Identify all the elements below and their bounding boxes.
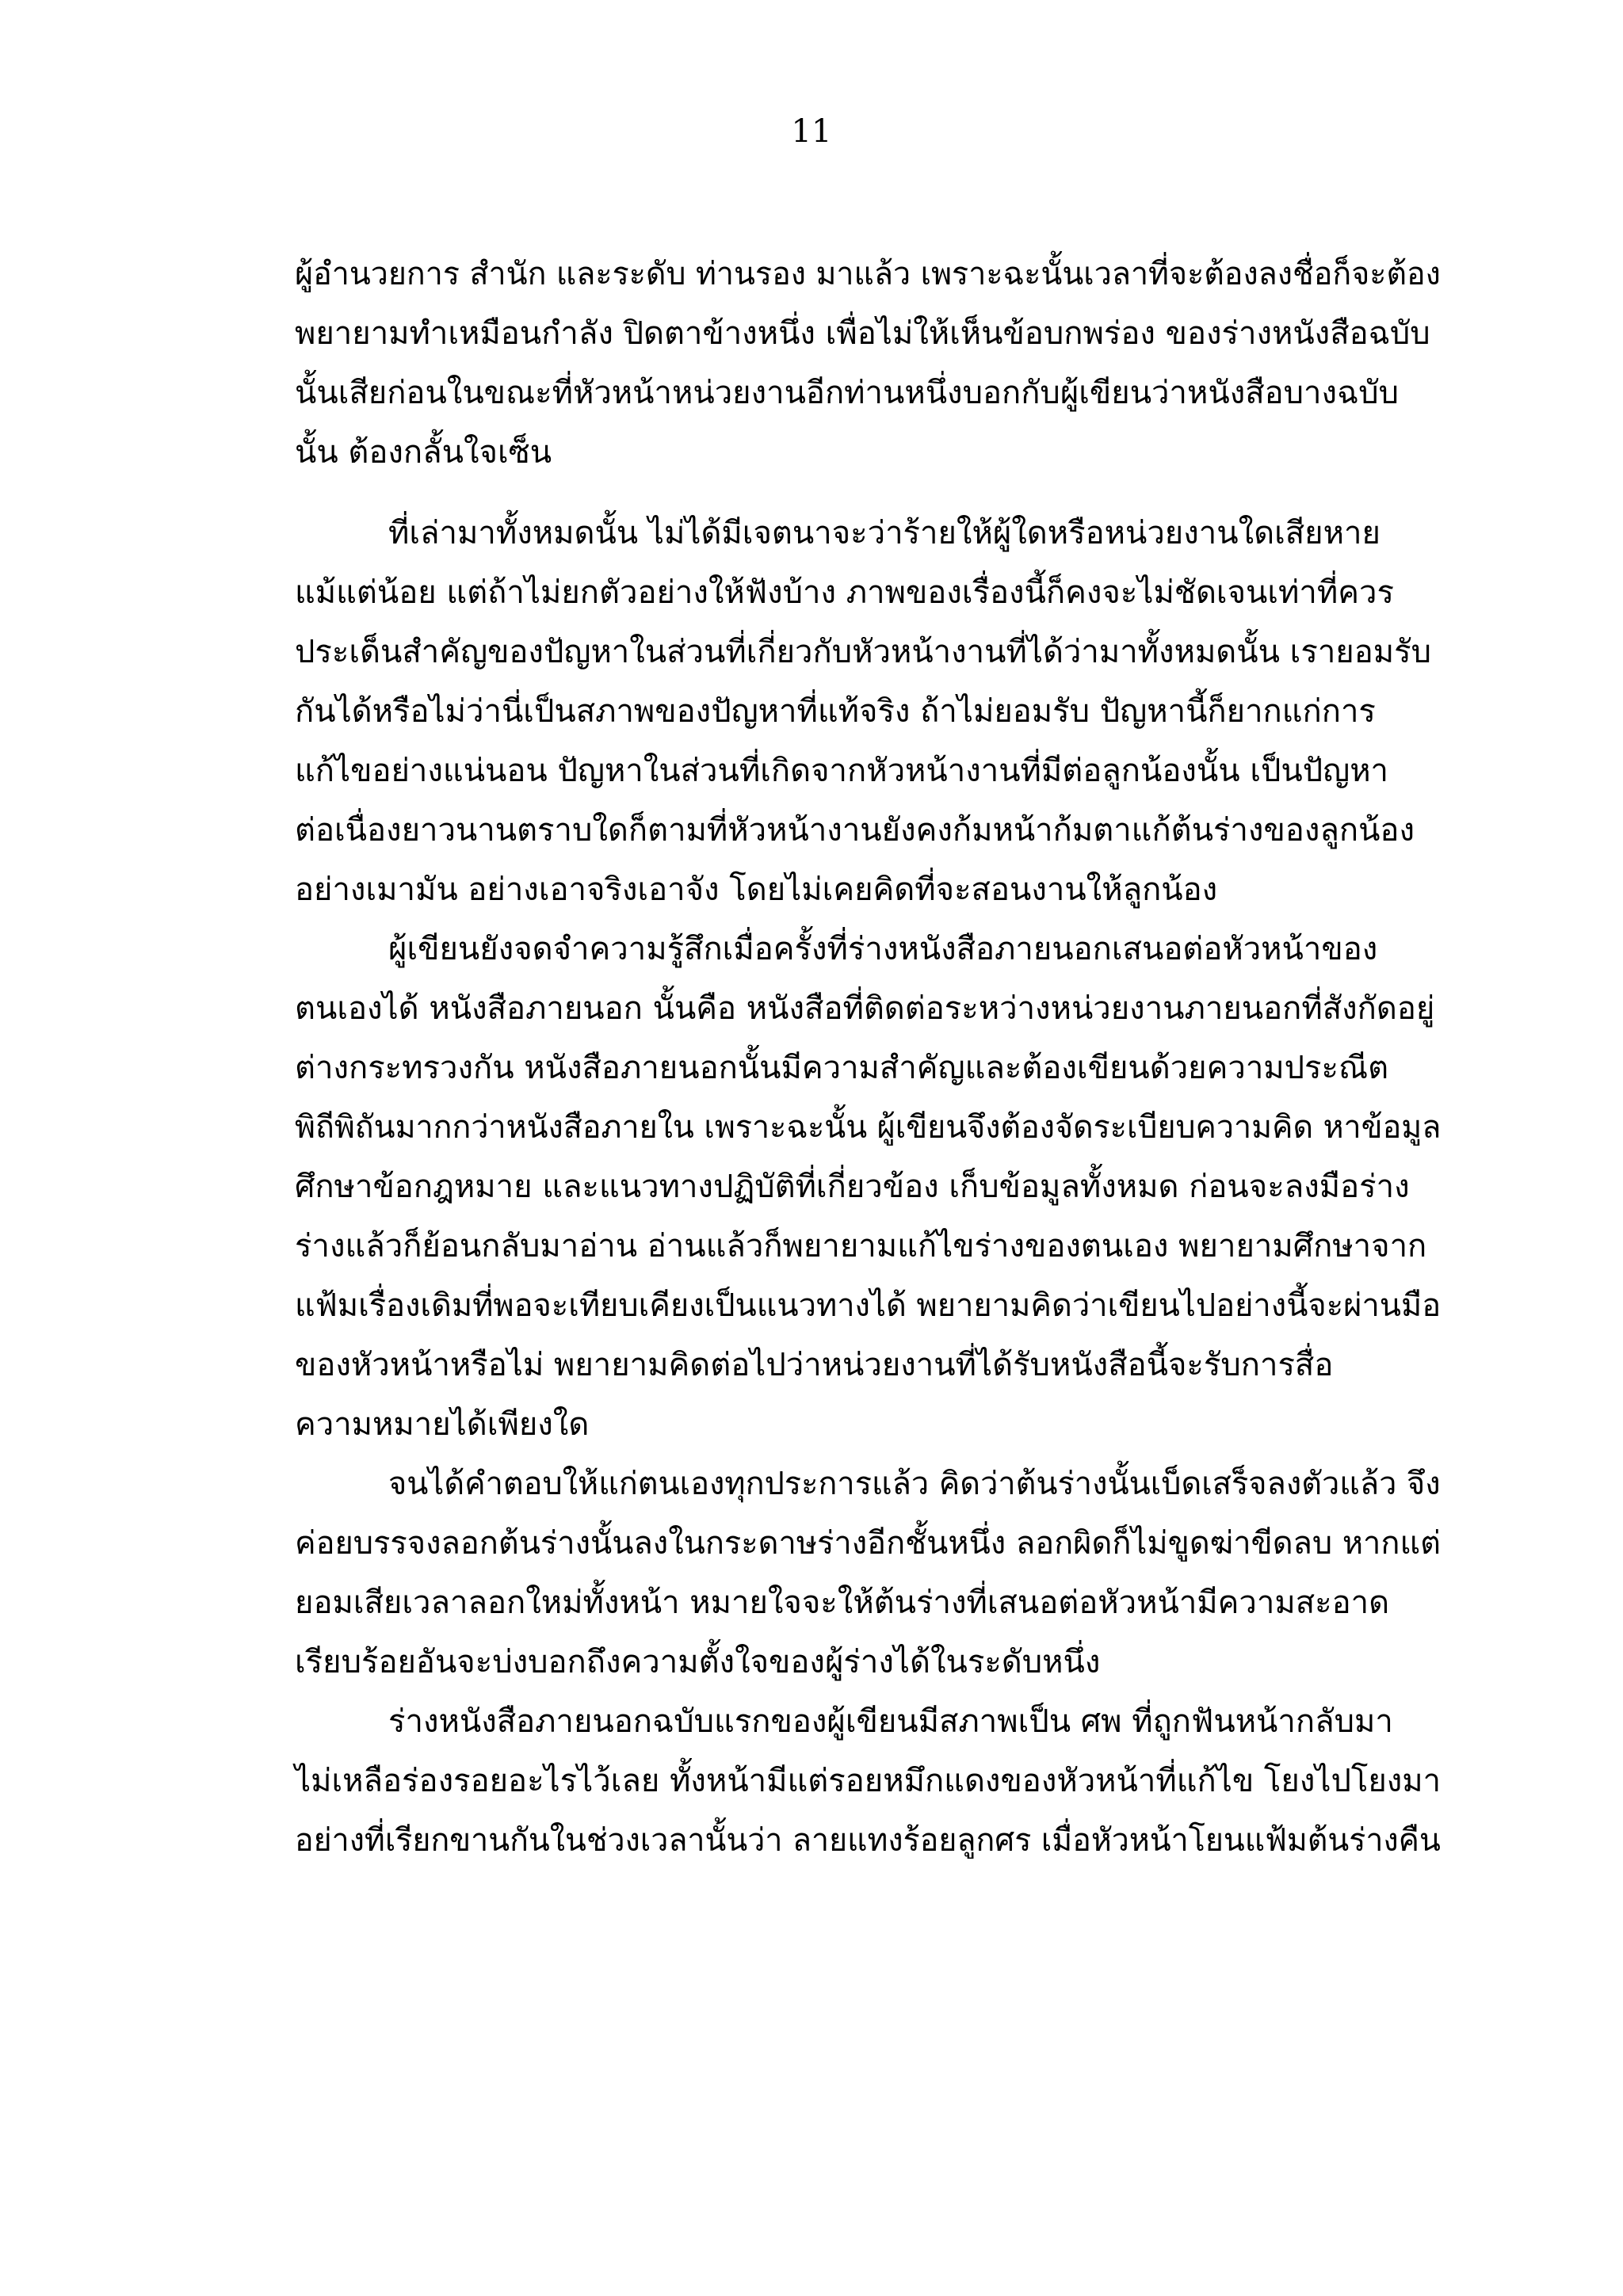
paragraph-start-line: จนได้คำตอบให้แก่ตนเองทุกประการแล้ว คิดว่าต้นร่างนั้นเบ็ดเสร็จลงตัวแล้ว จึง <box>388 1466 1441 1502</box>
text-line: ความหมายได้เพียงใด <box>295 1406 590 1443</box>
text-line: พิถีพิถันมากกว่าหนังสือภายใน เพราะฉะนั้น ผู้เขียนจึงต้องจัดระเบียบความคิด หาข้อมูล <box>295 1109 1442 1146</box>
text-line: ยอมเสียเวลาลอกใหม่ทั้งหน้า หมายใจจะให้ต้นร่างที่เสนอต่อหัวหน้ามีความสะอาด <box>295 1585 1390 1621</box>
text-line: ร่างแล้วก็ย้อนกลับมาอ่าน อ่านแล้วก็พยายามแก้ไขร่างของตนเอง พยายามศึกษาจาก <box>295 1228 1427 1264</box>
text-line: ตนเองได้ หนังสือภายนอก นั้นคือ หนังสือที่ติดต่อระหว่างหน่วยงานภายนอกที่สังกัดอยู่ <box>295 990 1435 1027</box>
text-line: ผู้อำนวยการ สำนัก และระดับ ท่านรอง มาแล้ว เพราะฉะนั้นเวลาที่จะต้องลงชื่อก็จะต้อง <box>295 256 1441 292</box>
paragraph-start-line: ผู้เขียนยังจดจำความรู้สึกเมื่อครั้งที่ร่างหนังสือภายนอกเสนอต่อหัวหน้าของ <box>388 931 1378 967</box>
text-line: อย่างเมามัน อย่างเอาจริงเอาจัง โดยไม่เคยคิดที่จะสอนงานให้ลูกน้อง <box>295 871 1218 908</box>
text-line: แฟ้มเรื่องเดิมที่พอจะเทียบเคียงเป็นแนวทางได้ พยายามคิดว่าเขียนไปอย่างนี้จะผ่านมือ <box>295 1287 1442 1324</box>
text-line: ของหัวหน้าหรือไม่ พยายามคิดต่อไปว่าหน่วยงานที่ได้รับหนังสือนี้จะรับการสื่อ <box>295 1347 1334 1383</box>
text-line: พยายามทำเหมือนกำลัง ปิดตาข้างหนึ่ง เพื่อไม่ให้เห็นข้อบกพร่อง ของร่างหนังสือฉบับ <box>295 315 1430 352</box>
page-number: 11 <box>791 113 832 150</box>
paragraph-start-line: ร่างหนังสือภายนอกฉบับแรกของผู้เขียนมีสภาพเป็น ศพ ที่ถูกฟันหน้ากลับมา <box>388 1703 1393 1740</box>
text-line: ต่อเนื่องยาวนานตราบใดก็ตามที่หัวหน้างานยังคงก้มหน้าก้มตาแก้ต้นร่างของลูกน้อง <box>295 812 1415 849</box>
text-line: กันได้หรือไม่ว่านี่เป็นสภาพของปัญหาที่แท้จริง ถ้าไม่ยอมรับ ปัญหานี้ก็ยากแก่การ <box>295 693 1376 730</box>
text-line: นั้น ต้องกลั้นใจเซ็น <box>295 434 552 471</box>
text-line: แก้ไขอย่างแน่นอน ปัญหาในส่วนที่เกิดจากหัวหน้างานที่มีต่อลูกน้องนั้น เป็นปัญหา <box>295 753 1389 789</box>
text-line: ต่างกระทรวงกัน หนังสือภายนอกนั้นมีความสำคัญและต้องเขียนด้วยความประณีต <box>295 1050 1389 1086</box>
text-line: ไม่เหลือร่องรอยอะไรไว้เลย ทั้งหน้ามีแต่รอยหมึกแดงของหัวหน้าที่แก้ไข โยงไปโยงมา <box>295 1763 1442 1799</box>
text-line: เรียบร้อยอันจะบ่งบอกถึงความตั้งใจของผู้ร่างได้ในระดับหนึ่ง <box>295 1644 1101 1680</box>
text-line: อย่างที่เรียกขานกันในช่วงเวลานั้นว่า ลายแทงร้อยลูกศร เมื่อหัวหน้าโยนแฟ้มต้นร่างคืน <box>295 1822 1441 1859</box>
text-line: ประเด็นสำคัญของปัญหาในส่วนที่เกี่ยวกับหัวหน้างานที่ได้ว่ามาทั้งหมดนั้น เรายอมรับ <box>295 634 1432 670</box>
text-line: ค่อยบรรจงลอกต้นร่างนั้นลงในกระดาษร่างอีกชั้นหนึ่ง ลอกผิดก็ไม่ขูดฆ่าขีดลบ หากแต่ <box>295 1525 1441 1562</box>
paragraph-start-line: ที่เล่ามาทั้งหมดนั้น ไม่ได้มีเจตนาจะว่าร้ายให้ผู้ใดหรือหน่วยงานใดเสียหาย <box>388 515 1381 551</box>
text-line: นั้นเสียก่อนในขณะที่หัวหน้าหน่วยงานอีกท่านหนึ่งบอกกับผู้เขียนว่าหนังสือบางฉบับ <box>295 375 1400 411</box>
text-line: ศึกษาข้อกฎหมาย และแนวทางปฏิบัติที่เกี่ยวข้อง เก็บข้อมูลทั้งหมด ก่อนจะลงมือร่าง <box>295 1169 1410 1205</box>
text-line: แม้แต่น้อย แต่ถ้าไม่ยกตัวอย่างให้ฟังบ้าง ภาพของเรื่องนี้ก็คงจะไม่ชัดเจนเท่าที่ควร <box>295 574 1394 611</box>
